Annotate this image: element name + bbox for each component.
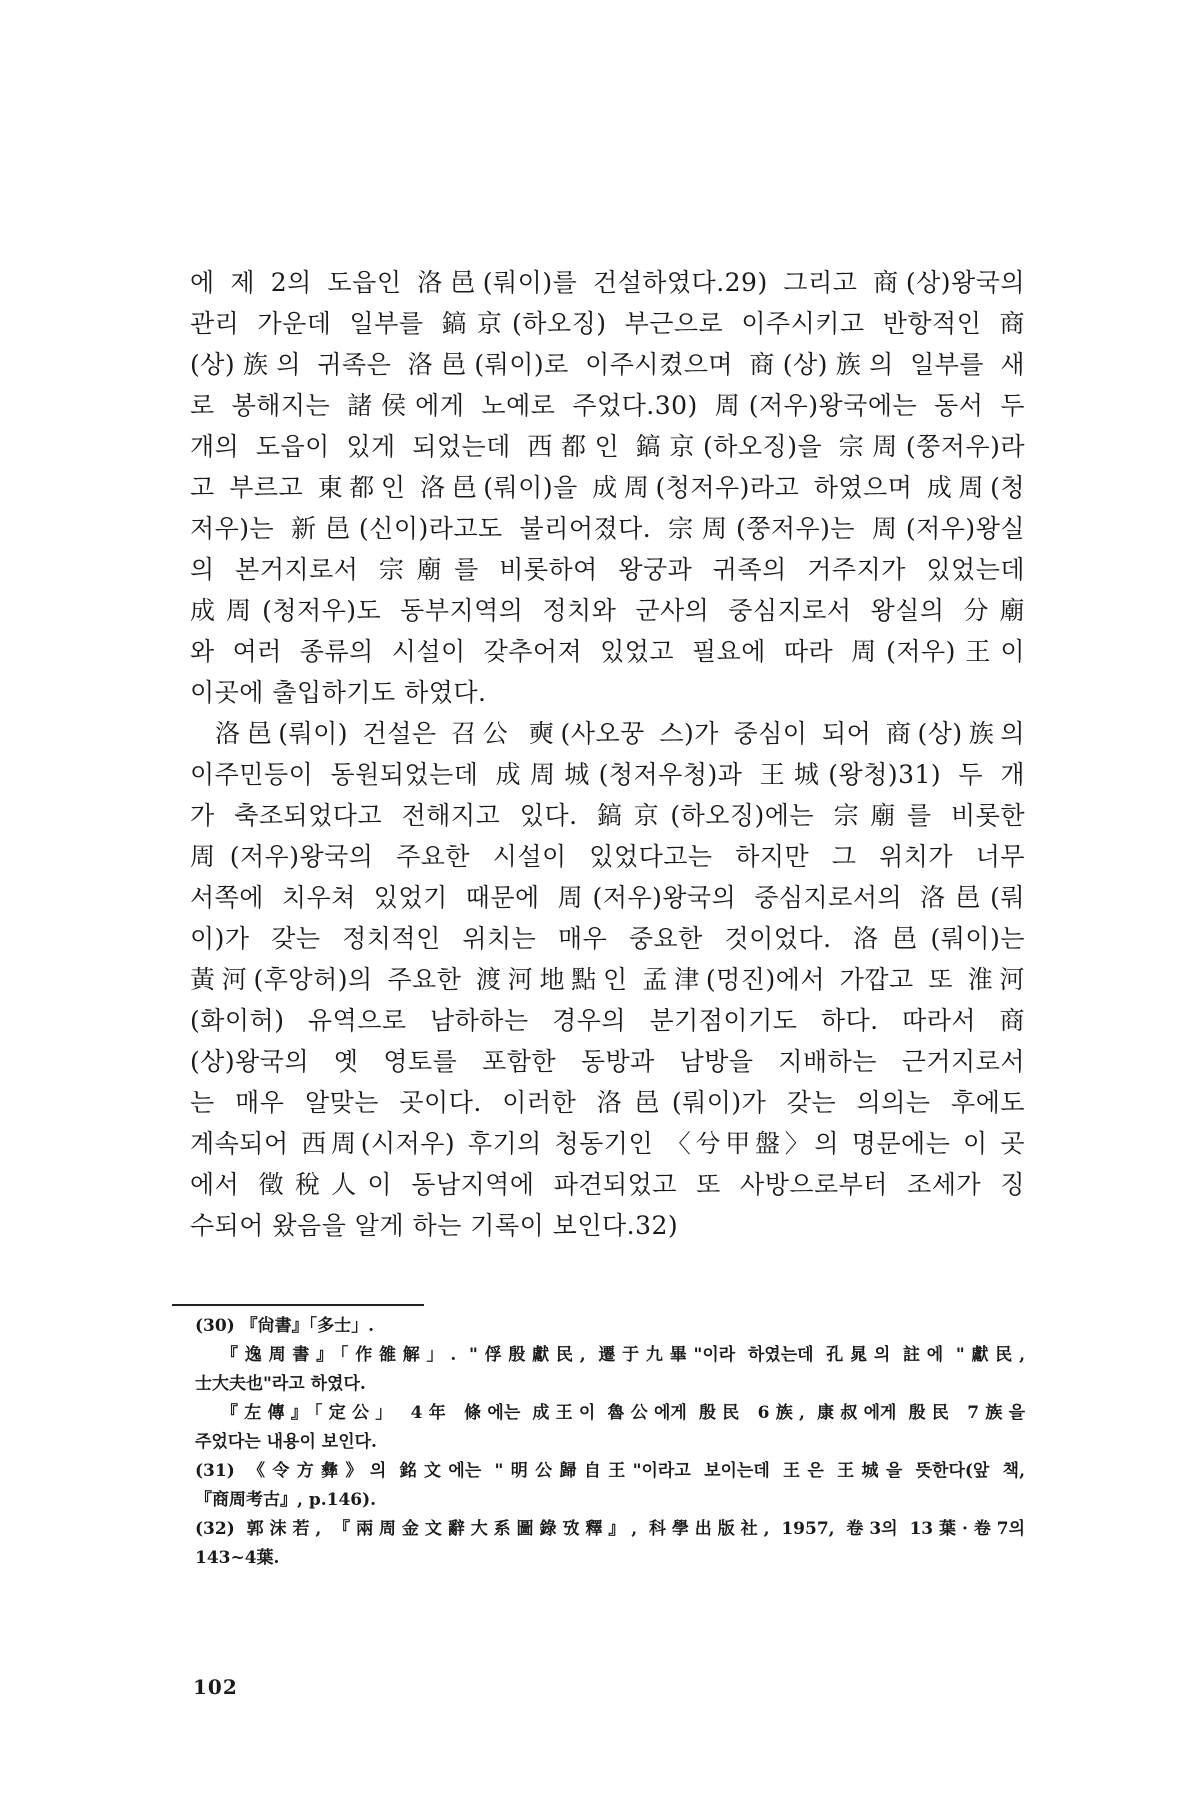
- footnote-line: (32) 郭沫若, 『兩周金文辭大系圖錄攷釋』, 科學出版社, 1957, 卷3의 13葉·卷7의: [195, 1519, 1025, 1539]
- body-line: 서쪽에 치우쳐 있었기 때문에 周(저우)왕국의 중심지로서의 洛邑(뤄: [190, 883, 1025, 912]
- footnote-line: 『商周考古』, p.146).: [195, 1490, 377, 1510]
- body-line: 이)가 갖는 정치적인 위치는 매우 중요한 것이었다. 洛邑(뤄이)는: [190, 924, 1025, 953]
- footnote-divider: [172, 1304, 424, 1306]
- footnote-line: 『左傳』「定公」 4年 條에는 成王이 魯公에게 殷民 6族, 康叔에게 殷民 7族을: [221, 1403, 1025, 1423]
- footnote-line: 『逸周書』「作雒解」. "俘殷獻民, 遷于九畢"이라 하였는데 孔晁의 註에 "獻民,: [221, 1345, 1025, 1365]
- footnote-line: 주었다는 내용이 보인다.: [195, 1432, 377, 1452]
- body-line: 洛邑(뤄이) 건설은 召公 奭(사오꿍 스)가 중심이 되어 商(상)族의: [215, 719, 1025, 748]
- body-line: 저우)는 新邑(신이)라고도 불리어졌다. 宗周(쭝저우)는 周(저우)왕실: [190, 514, 1025, 543]
- footnote-line: (30) 『尙書』「多士」.: [195, 1316, 375, 1336]
- footnote-line: (31) 《令方彝》의 銘文에는 "明公歸自王"이라고 보이는데 王은 王城을 뜻한다(앞 책,: [195, 1461, 1025, 1481]
- body-line: 와 여러 종류의 시설이 갖추어져 있었고 필요에 따라 周(저우)王이: [190, 637, 1025, 666]
- body-line: 에서 徵稅人이 동남지역에 파견되었고 또 사방으로부터 조세가 징: [190, 1170, 1025, 1199]
- body-line: 계속되어 西周(시저우) 후기의 청동기인 〈兮甲盤〉의 명문에는 이 곳: [190, 1129, 1025, 1158]
- body-line: (상)族의 귀족은 洛邑(뤄이)로 이주시켰으며 商(상)族의 일부를 새: [190, 350, 1025, 379]
- body-line: 관리 가운데 일부를 鎬京(하오징) 부근으로 이주시키고 반항적인 商: [190, 309, 1025, 338]
- body-line: 고 부르고 東都인 洛邑(뤄이)을 成周(청저우)라고 하였으며 成周(청: [190, 473, 1025, 502]
- body-line: 의 본거지로서 宗廟를 비롯하여 왕궁과 귀족의 거주지가 있었는데: [190, 555, 1025, 584]
- body-line: 이곳에 출입하기도 하였다.: [190, 678, 487, 707]
- body-line: 이주민등이 동원되었는데 成周城(청저우청)과 王城(왕청)31) 두 개: [190, 760, 1025, 789]
- page-number: 102: [193, 1675, 238, 1699]
- body-line: (화이허) 유역으로 남하하는 경우의 분기점이기도 하다. 따라서 商: [190, 1006, 1025, 1035]
- footnotes: [195, 1312, 1025, 1573]
- footnote-line: 士大夫也"라고 하였다.: [195, 1374, 366, 1394]
- body-line: 개의 도읍이 있게 되었는데 西都인 鎬京(하오징)을 宗周(쭝저우)라: [190, 432, 1025, 461]
- body-line: 로 봉해지는 諸侯에게 노예로 주었다.30) 周(저우)왕국에는 동서 두: [190, 391, 1025, 420]
- body-line: 가 축조되었다고 전해지고 있다. 鎬京(하오징)에는 宗廟를 비롯한: [190, 801, 1025, 830]
- body-line: 黃河(후앙허)의 주요한 渡河地點인 孟津(멍진)에서 가깝고 또 淮河: [190, 965, 1025, 994]
- footnote-line: 143~4葉.: [195, 1548, 280, 1568]
- body-line: 成周(청저우)도 동부지역의 정치와 군사의 중심지로서 왕실의 分廟: [190, 596, 1025, 625]
- body-line: (상)왕국의 옛 영토를 포함한 동방과 남방을 지배하는 근거지로서: [190, 1047, 1025, 1076]
- body-text: [190, 262, 1025, 1246]
- body-line: 수되어 왔음을 알게 하는 기록이 보인다.32): [190, 1211, 679, 1240]
- body-line: 에 제 2의 도읍인 洛邑(뤄이)를 건설하였다.29) 그리고 商(상)왕국의: [190, 268, 1025, 297]
- body-line: 는 매우 알맞는 곳이다. 이러한 洛邑(뤄이)가 갖는 의의는 후에도: [190, 1088, 1025, 1117]
- body-line: 周(저우)왕국의 주요한 시설이 있었다고는 하지만 그 위치가 너무: [190, 842, 1025, 871]
